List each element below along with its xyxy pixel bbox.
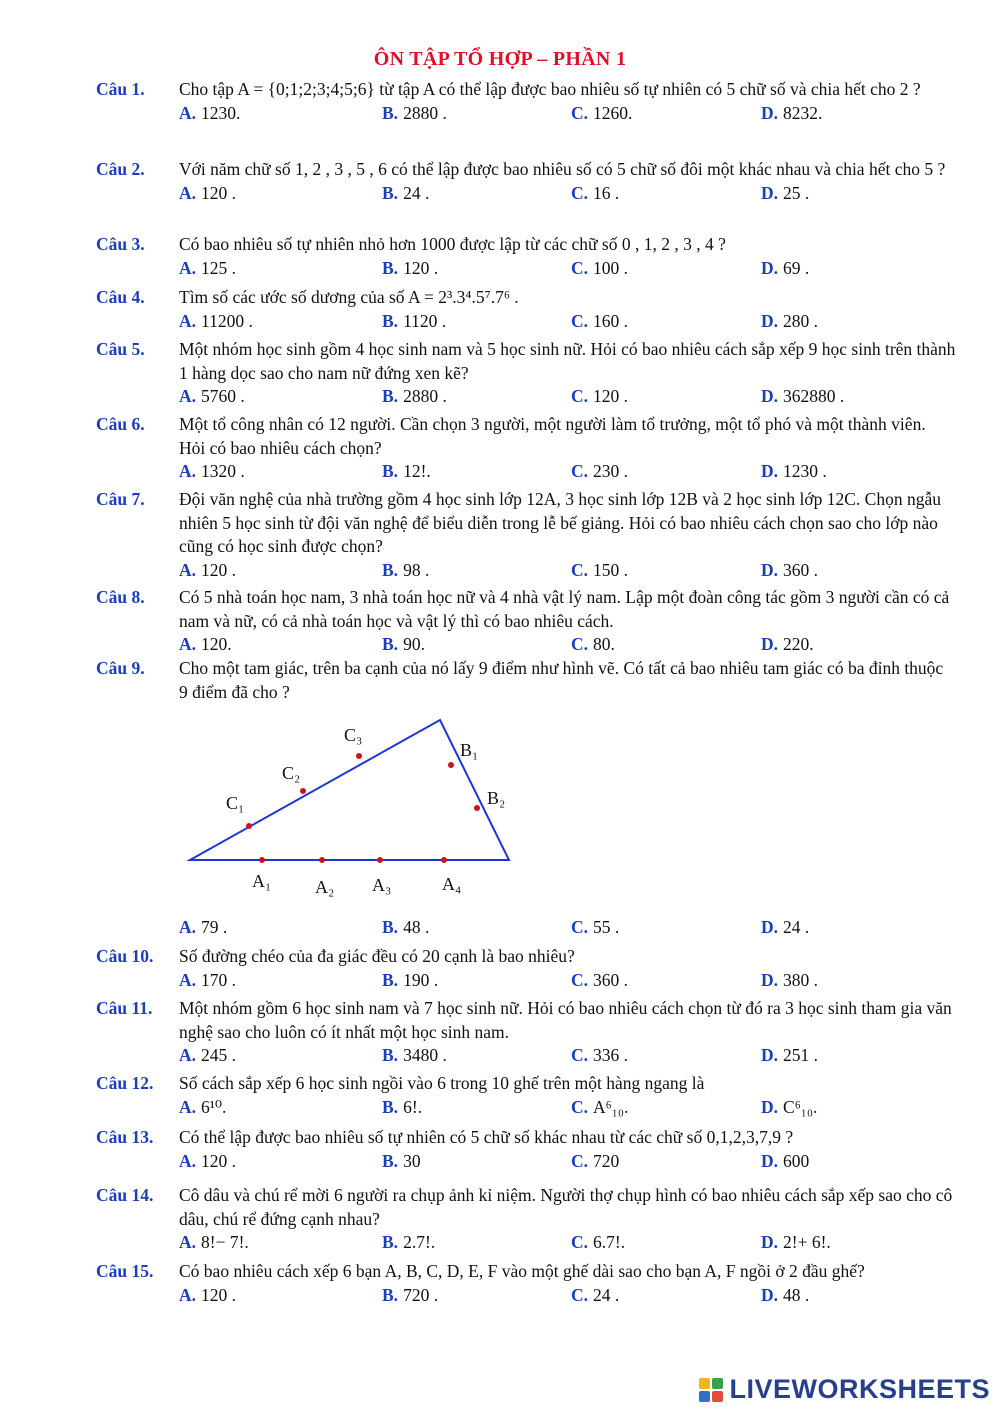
option-d[interactable] (761, 1096, 817, 1120)
option-letter: D. (761, 102, 779, 123)
question-label: Câu 12. (96, 1073, 154, 1093)
question-label: Câu 8. (96, 587, 145, 607)
question-10 (96, 945, 956, 992)
option-a[interactable] (179, 916, 227, 940)
answer-options (179, 559, 956, 583)
question-13 (96, 1126, 956, 1173)
question-6 (96, 413, 956, 484)
label-a3: A₃ (372, 875, 392, 895)
option-value: 24 . (783, 917, 810, 937)
option-b[interactable] (382, 969, 438, 993)
option-letter: B. (382, 102, 399, 123)
option-value: 24 . (403, 182, 430, 203)
option-letter: C. (571, 634, 589, 654)
option-value: 120 . (593, 386, 629, 406)
option-letter: B. (382, 559, 399, 580)
option-c[interactable] (571, 1231, 625, 1255)
option-letter: C. (571, 1232, 589, 1252)
option-letter: C. (571, 310, 589, 331)
option-b[interactable] (382, 257, 438, 281)
option-value: 11200 . (201, 310, 253, 331)
question-12 (96, 1072, 956, 1119)
question-text: Cô dâu và chú rể mời 6 người ra chụp ảnh kỉ niệm. Người thợ chụp hình có bao nhiêu cách sắp xếp sao cho cô dâu, chú rể đứng cạnh nhau? (179, 1185, 953, 1229)
option-letter: C. (571, 461, 589, 481)
label-c3: C₃ (344, 725, 363, 745)
option-c[interactable] (571, 182, 619, 206)
option-letter: D. (761, 1284, 779, 1305)
option-value: 160 . (593, 310, 629, 331)
option-value: 360 . (783, 559, 819, 580)
option-a[interactable] (179, 310, 253, 334)
question-label: Câu 15. (96, 1261, 154, 1281)
question-4 (96, 286, 956, 333)
label-b2: B₂ (487, 788, 506, 808)
option-letter: A. (179, 1284, 197, 1305)
option-c[interactable] (571, 969, 628, 993)
label-b1: B₁ (460, 740, 479, 760)
option-value: 80. (593, 634, 615, 654)
option-value: 120 . (201, 559, 237, 580)
option-d[interactable] (761, 182, 809, 206)
option-letter: A. (179, 182, 197, 203)
option-value: 251 . (783, 1045, 819, 1065)
label-a4: A₄ (442, 874, 462, 894)
option-value: 48 . (783, 1284, 810, 1305)
option-value: 220. (783, 634, 814, 654)
option-value: 280 . (783, 310, 819, 331)
option-d[interactable] (761, 460, 827, 484)
label-c2: C₂ (282, 763, 301, 783)
option-value: 8!− 7!. (201, 1232, 249, 1252)
option-a[interactable] (179, 1150, 236, 1174)
question-7 (96, 488, 956, 582)
option-c[interactable] (571, 1284, 619, 1308)
option-letter: C. (571, 257, 589, 278)
brand-text: LIVEWORKSHEETS (729, 1374, 990, 1404)
option-value: 600 (783, 1150, 810, 1171)
point-a2 (319, 857, 325, 863)
option-letter: A. (179, 1045, 197, 1065)
option-letter: B. (382, 1045, 399, 1065)
question-15 (96, 1260, 956, 1307)
option-letter: A. (179, 917, 197, 937)
option-a[interactable] (179, 182, 236, 206)
question-label: Câu 5. (96, 339, 145, 359)
option-letter: D. (761, 1150, 779, 1171)
option-letter: C. (571, 102, 589, 123)
option-value: 30 (403, 1150, 421, 1171)
answer-options (179, 916, 956, 940)
option-letter: D. (761, 257, 779, 278)
option-letter: B. (382, 1284, 399, 1305)
option-letter: C. (571, 1096, 589, 1117)
option-d[interactable] (761, 257, 809, 281)
triangle-figure (176, 712, 536, 912)
question-text: Một tổ công nhân có 12 người. Cần chọn 3 người, một người làm tổ trưởng, một tổ phó và một thành viên. Hỏi có bao nhiêu cách chọn? (179, 414, 926, 458)
option-value: 98 . (403, 559, 430, 580)
option-value: 1120 . (403, 310, 447, 331)
point-c2 (300, 788, 306, 794)
point-b2 (474, 805, 480, 811)
option-a[interactable] (179, 460, 245, 484)
option-b[interactable] (382, 102, 447, 126)
option-d[interactable] (761, 633, 814, 657)
question-label: Câu 10. (96, 946, 154, 966)
option-value: 1230. (201, 102, 241, 123)
point-a1 (259, 857, 265, 863)
option-c[interactable] (571, 916, 619, 940)
answer-options (179, 385, 956, 409)
option-c[interactable] (571, 1096, 628, 1120)
option-letter: B. (382, 461, 399, 481)
option-c[interactable] (571, 257, 628, 281)
option-letter: B. (382, 1232, 399, 1252)
option-letter: B. (382, 182, 399, 203)
option-letter: C. (571, 386, 589, 406)
option-b[interactable] (382, 916, 429, 940)
question-text: Một nhóm học sinh gồm 4 học sinh nam và 5 học sinh nữ. Hỏi có bao nhiêu cách sắp xếp 9 học sinh trên thành 1 hàng dọc sao cho nam nữ đứng xen kẽ? (179, 339, 956, 383)
option-value: 5760 . (201, 386, 245, 406)
option-d[interactable] (761, 559, 818, 583)
option-value: 120 . (201, 182, 237, 203)
option-value: 6.7!. (593, 1232, 626, 1252)
option-a[interactable] (179, 1044, 236, 1068)
option-a[interactable] (179, 559, 236, 583)
question-text: Số đường chéo của đa giác đều có 20 cạnh là bao nhiêu? (179, 946, 575, 966)
point-c3 (356, 753, 362, 759)
question-1 (96, 78, 956, 125)
question-label: Câu 14. (96, 1185, 154, 1205)
option-letter: D. (761, 634, 779, 654)
option-value: 125 . (201, 257, 237, 278)
option-letter: D. (761, 386, 779, 406)
label-a2: A₂ (315, 877, 335, 897)
option-d[interactable] (761, 1044, 818, 1068)
label-a1: A₁ (252, 871, 272, 891)
option-letter: B. (382, 257, 399, 278)
question-label: Câu 11. (96, 998, 153, 1018)
answer-options (179, 1096, 956, 1120)
question-text: Có bao nhiêu số tự nhiên nhỏ hơn 1000 được lập từ các chữ số 0 , 1, 2 , 3 , 4 ? (179, 234, 726, 254)
question-text: Cho một tam giác, trên ba cạnh của nó lấy 9 điểm như hình vẽ. Có tất cả bao nhiêu tam giác có ba đỉnh thuộc 9 điểm đã cho ? (179, 658, 944, 702)
answer-options (179, 257, 956, 281)
answer-options (179, 460, 956, 484)
option-a[interactable] (179, 969, 236, 993)
option-value: 245 . (201, 1045, 237, 1065)
liveworksheets-brand (699, 1374, 990, 1405)
option-value: 16 . (593, 182, 620, 203)
option-d[interactable] (761, 385, 844, 409)
question-label: Câu 7. (96, 489, 145, 509)
question-label: Câu 3. (96, 234, 145, 254)
option-letter: B. (382, 1150, 399, 1171)
option-value: 120 . (201, 1150, 237, 1171)
option-letter: C. (571, 1045, 589, 1065)
option-letter: C. (571, 1150, 589, 1171)
option-letter: D. (761, 461, 779, 481)
page-title: ÔN TẬP TỔ HỢP – PHẦN 1 (373, 48, 627, 70)
question-label: Câu 6. (96, 414, 145, 434)
option-d[interactable] (761, 1284, 809, 1308)
option-b[interactable] (382, 633, 425, 657)
point-a4 (441, 857, 447, 863)
question-text: Một nhóm gồm 6 học sinh nam và 7 học sinh nữ. Hỏi có bao nhiêu cách chọn từ đó ra 3 học sinh tham gia văn nghệ sao cho luôn có ít nhất một học sinh nam. (179, 998, 952, 1042)
option-b[interactable] (382, 1231, 435, 1255)
option-b[interactable] (382, 182, 429, 206)
option-value: 79 . (201, 917, 228, 937)
option-letter: B. (382, 969, 399, 990)
question-text: Số cách sắp xếp 6 học sinh ngồi vào 6 trong 10 ghế trên một hàng ngang là (179, 1073, 705, 1093)
option-value: 2880 . (403, 102, 447, 123)
label-c1: C₁ (226, 793, 245, 813)
liveworksheets-logo-icon (699, 1378, 723, 1402)
question-5 (96, 338, 956, 409)
question-14 (96, 1184, 956, 1255)
question-11 (96, 997, 956, 1068)
answer-options (179, 182, 956, 206)
option-value: 8232. (783, 102, 823, 123)
option-a[interactable] (179, 257, 236, 281)
question-label: Câu 4. (96, 287, 145, 307)
option-value: 230 . (593, 461, 629, 481)
answer-options (179, 102, 956, 126)
option-letter: A. (179, 461, 197, 481)
option-value: 150 . (593, 559, 629, 580)
point-b1 (448, 762, 454, 768)
answer-options (179, 969, 956, 993)
question-text: Với năm chữ số 1, 2 , 3 , 5 , 6 có thể lập được bao nhiêu số có 5 chữ số đôi một khác nhau và chia hết cho 5 ? (179, 159, 946, 179)
option-d[interactable] (761, 102, 822, 126)
option-value: 360 . (593, 969, 629, 990)
option-letter: A. (179, 386, 197, 406)
option-letter: B. (382, 917, 399, 937)
option-value: 24 . (593, 1284, 620, 1305)
option-value: 190 . (403, 969, 439, 990)
option-letter: D. (761, 1232, 779, 1252)
option-letter: C. (571, 1284, 589, 1305)
answer-options (179, 1284, 956, 1308)
option-value: 120 . (403, 257, 439, 278)
option-letter: A. (179, 559, 197, 580)
option-b[interactable] (382, 385, 447, 409)
option-b[interactable] (382, 460, 431, 484)
option-letter: C. (571, 182, 589, 203)
option-d[interactable] (761, 1231, 831, 1255)
option-value: 6¹⁰. (201, 1096, 227, 1117)
option-a[interactable] (179, 1231, 249, 1255)
option-c[interactable] (571, 460, 628, 484)
option-value: 6!. (403, 1096, 423, 1117)
option-b[interactable] (382, 1096, 422, 1120)
option-letter: A. (179, 1232, 197, 1252)
option-value: A⁶₁₀. (593, 1096, 629, 1117)
option-value: 170 . (201, 969, 237, 990)
option-letter: B. (382, 1096, 399, 1117)
option-value: 2880 . (403, 386, 447, 406)
option-value: 100 . (593, 257, 629, 278)
option-letter: A. (179, 1096, 197, 1117)
question-label: Câu 1. (96, 79, 145, 99)
option-value: 55 . (593, 917, 620, 937)
option-a[interactable] (179, 633, 232, 657)
option-letter: A. (179, 102, 197, 123)
option-b[interactable] (382, 1284, 438, 1308)
option-letter: D. (761, 1096, 779, 1117)
option-letter: D. (761, 969, 779, 990)
question-text: Có 5 nhà toán học nam, 3 nhà toán học nữ và 4 nhà vật lý nam. Lập một đoàn công tác gồm 3 người cần có cả nam và nữ, có cả nhà toán học và vật lý thì có bao nhiêu cách. (179, 587, 950, 631)
option-a[interactable] (179, 102, 240, 126)
answer-options (179, 1044, 956, 1068)
option-letter: A. (179, 310, 197, 331)
option-letter: C. (571, 559, 589, 580)
option-c[interactable] (571, 385, 628, 409)
question-text: Cho tập A = {0;1;2;3;4;5;6} từ tập A có thể lập được bao nhiêu số tự nhiên có 5 chữ số và chia hết cho 2 ? (179, 79, 921, 99)
option-d[interactable] (761, 1150, 809, 1174)
option-a[interactable] (179, 1284, 236, 1308)
option-b[interactable] (382, 310, 446, 334)
option-value: 720 . (403, 1284, 439, 1305)
question-text: Có thể lập được bao nhiêu số tự nhiên có 5 chữ số khác nhau từ các chữ số 0,1,2,3,7,9 ? (179, 1127, 794, 1147)
point-a3 (377, 857, 383, 863)
option-b[interactable] (382, 1150, 421, 1174)
answer-options (179, 633, 956, 657)
option-b[interactable] (382, 1044, 447, 1068)
option-c[interactable] (571, 559, 628, 583)
option-c[interactable] (571, 102, 632, 126)
option-value: 48 . (403, 917, 430, 937)
option-value: 90. (403, 634, 425, 654)
option-a[interactable] (179, 385, 245, 409)
option-value: 120 . (201, 1284, 237, 1305)
option-d[interactable] (761, 916, 809, 940)
option-value: 25 . (783, 182, 810, 203)
answer-options (179, 310, 956, 334)
option-letter: A. (179, 1150, 197, 1171)
option-value: 1230 . (783, 461, 827, 481)
option-c[interactable] (571, 310, 628, 334)
option-letter: D. (761, 917, 779, 937)
option-letter: B. (382, 634, 399, 654)
option-letter: D. (761, 1045, 779, 1065)
option-letter: A. (179, 634, 197, 654)
option-value: 69 . (783, 257, 810, 278)
triangle-svg (176, 712, 536, 912)
option-letter: B. (382, 386, 399, 406)
option-letter: D. (761, 182, 779, 203)
option-value: 362880 . (783, 386, 845, 406)
option-value: 3480 . (403, 1045, 447, 1065)
option-value: 380 . (783, 969, 819, 990)
option-value: 2.7!. (403, 1232, 436, 1252)
option-value: 1320 . (201, 461, 245, 481)
question-text: Có bao nhiêu cách xếp 6 bạn A, B, C, D, E, F vào một ghế dài sao cho bạn A, F ngồi ở 2 đầu ghế? (179, 1261, 865, 1281)
option-value: 2!+ 6!. (783, 1232, 831, 1252)
point-c1 (246, 823, 252, 829)
option-value: C⁶₁₀. (783, 1096, 818, 1117)
question-text: Đội văn nghệ của nhà trường gồm 4 học sinh lớp 12A, 3 học sinh lớp 12B và 2 học sinh lớp 12C. Chọn ngẫu nhiên 5 học sinh từ đội văn nghệ để biểu diễn trong lễ bế giảng. Hỏi có bao nhiêu cách chọn sao cho lớp nào cũng có học sinh được chọn? (179, 489, 941, 556)
option-value: 12!. (403, 461, 431, 481)
option-value: 1260. (593, 102, 633, 123)
option-value: 720 (593, 1150, 620, 1171)
option-letter: B. (382, 310, 399, 331)
option-c[interactable] (571, 1044, 628, 1068)
option-letter: C. (571, 969, 589, 990)
option-letter: D. (761, 310, 779, 331)
option-value: 336 . (593, 1045, 629, 1065)
option-letter: D. (761, 559, 779, 580)
question-8 (96, 586, 956, 657)
option-letter: A. (179, 969, 197, 990)
option-c[interactable] (571, 633, 615, 657)
option-letter: C. (571, 917, 589, 937)
question-2 (96, 158, 956, 205)
question-text: Tìm số các ước số dương của số A = 2³.3⁴.5⁷.7⁶ . (179, 287, 519, 307)
option-a[interactable] (179, 1096, 226, 1120)
answer-options (179, 1231, 956, 1255)
option-value: 120. (201, 634, 232, 654)
option-b[interactable] (382, 559, 429, 583)
question-label: Câu 2. (96, 159, 145, 179)
question-label: Câu 13. (96, 1127, 154, 1147)
option-letter: A. (179, 257, 197, 278)
question-3 (96, 233, 956, 280)
option-d[interactable] (761, 310, 818, 334)
answer-options (179, 1150, 956, 1174)
option-d[interactable] (761, 969, 818, 993)
question-label: Câu 9. (96, 658, 145, 678)
option-c[interactable] (571, 1150, 619, 1174)
